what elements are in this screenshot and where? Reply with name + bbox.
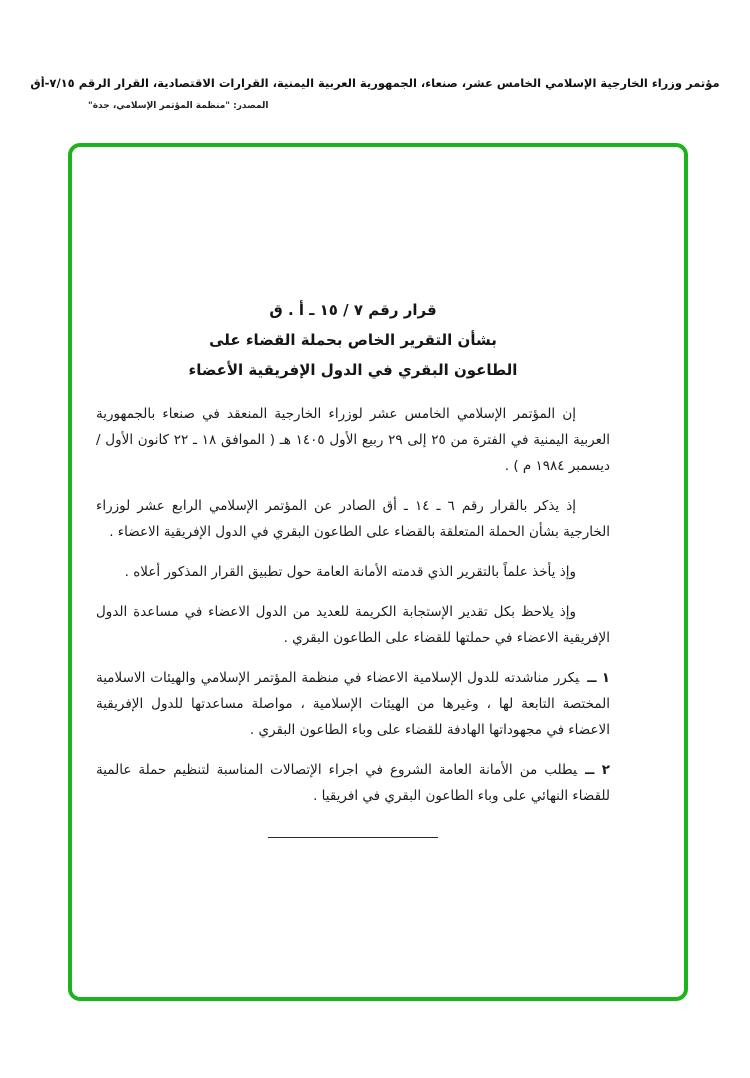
item-2-number: ٢ ــ <box>585 762 610 778</box>
resolution-title-block <box>96 295 610 385</box>
scanned-page-content <box>96 295 610 838</box>
preamble-paragraph-4: وإذ يلاحظ بكل تقدير الإستجابة الكريمة للعديد من الدول الاعضاء في مساعدة الدول الإفريقية الاعضاء في حملتها للقضاء على الطاعون البقري . <box>96 604 610 646</box>
preamble-paragraph-2: إذ يذكر بالقرار رقم ٦ ـ ١٤ ـ أق الصادر عن المؤتمر الإسلامي الرابع عشر لوزراء الخارجية بشأن الحملة المتعلقة بالقضاء على الطاعون البقري في الدول الإفريقية الاعضاء . <box>96 498 610 540</box>
document-source-line: المصدر: "منظمة المؤتمر الإسلامي، جدة" <box>88 101 269 111</box>
item-2-text: يطلب من الأمانة العامة الشروع في اجراء الإتصالات المناسبة لتنظيم حملة عالمية للقضاء النهائي على وباء الطاعون البقري في افريقيا . <box>96 762 610 804</box>
numbered-item-2 <box>96 757 610 809</box>
numbered-item-1 <box>96 665 610 743</box>
scanned-document-frame <box>68 143 688 1001</box>
item-1-number: ١ ــ <box>587 670 610 686</box>
resolution-subject-line-1: بشأن التقرير الخاص بحملة القضاء على <box>209 331 497 349</box>
end-divider <box>268 837 438 838</box>
preamble-paragraph-1: إن المؤتمر الإسلامي الخامس عشر لوزراء الخارجية المنعقد في صنعاء بالجمهورية العربية اليمنية في الفترة من ٢٥ إلى ٢٩ ربيع الأول ١٤٠٥ هـ ( الموافق ١٨ ـ ٢٢ كانون الأول / ديسمبر ١٩٨٤ م ) . <box>96 406 610 474</box>
document-header-title: مؤتمر وزراء الخارجية الإسلامي الخامس عشر، صنعاء، الجمهورية العربية اليمنية، القرارات الاقتصادية، القرار الرقم ٧/١٥-أق <box>30 76 720 90</box>
resolution-subject-line-2: الطاعون البقري في الدول الإفريقية الأعضاء <box>188 361 518 379</box>
resolution-number-line: قرار رقم ٧ / ١٥ ـ أ . ق <box>269 301 437 319</box>
item-1-text: يكرر مناشدته للدول الإسلامية الاعضاء في منظمة المؤتمر الإسلامي والهيئات الاسلامية المختصة التابعة لها ، وغيرها من الهيئات الإسلامية ، مواصلة مساعدتها للدول الإفريقية الاعضاء في مجهوداتها الهادفة للقضاء على وباء الطاعون البقري . <box>96 670 610 738</box>
preamble-paragraph-3: وإذ يأخذ علماً بالتقرير الذي قدمته الأمانة العامة حول تطبيق القرار المذكور أعلاه . <box>124 564 576 580</box>
